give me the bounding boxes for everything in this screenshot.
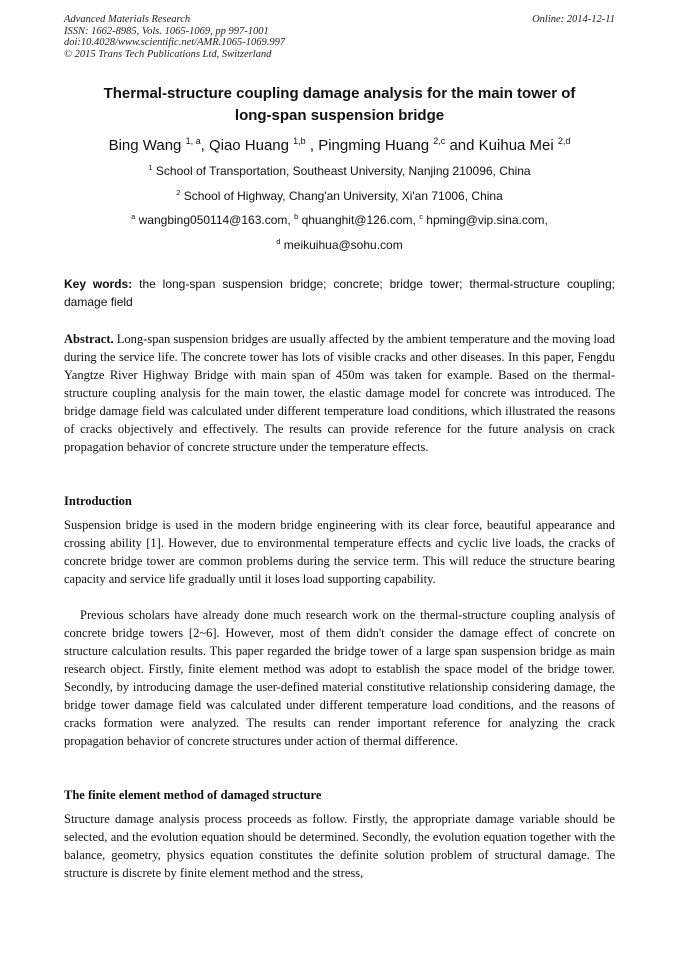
email-line (64, 237, 615, 253)
author-list (64, 135, 615, 157)
keywords-text: the long-span suspension bridge; concrete; bridge tower; thermal-structure coupling; damage field (64, 277, 615, 309)
affiliation-marker: 1 (148, 163, 153, 172)
copyright-line: © 2015 Trans Tech Publications Ltd, Switzerland (64, 48, 272, 60)
author-separator: , (305, 137, 319, 154)
author-separator: and (445, 137, 479, 154)
abstract-label: Abstract. (64, 332, 114, 346)
email-line (64, 212, 615, 228)
section-heading: Introduction (64, 494, 132, 508)
affiliation-2 (64, 188, 615, 204)
paragraph: Previous scholars have already done much research work on the thermal-structure coupling analysis of concrete bridge towers [2~6]. However, most of them didn't consider the damage effect of concrete on structure calculation results. This paper regarded the bridge tower of a large span suspension bridge as main research object. Firstly, finite element method was adopt to establish the space model of the bridge tower. Secondly, by introducing damage the user-defined material constitutive relationship considering damage, the bridge tower damage field was calculated under different temperature load conditions, and the reasons of cracks formation were analyzed. The results can render important reference for analyzing the crack propagation behavior of concrete structures under action of thermal difference. (64, 608, 615, 748)
keywords (64, 275, 615, 311)
author-name: Kuihua Mei (478, 137, 554, 154)
email-marker: c (419, 212, 423, 221)
title-line-1: Thermal-structure coupling damage analysis for the main tower of (103, 85, 576, 102)
email-marker: d (276, 237, 281, 246)
abstract (64, 330, 615, 456)
email-marker: b (294, 212, 299, 221)
affiliation-text: School of Transportation, Southeast University, Nanjing 210096, China (155, 164, 531, 178)
abstract-text: Long-span suspension bridges are usually affected by the ambient temperature and the moving load during the service life. The concrete tower has lots of visible cracks and other diseases. In this paper, Fengdu Yangtze River Highway Bridge with main span of 450m was taken for example. Based on the thermal-structure coupling analysis for the main tower, the elastic damage model for concrete was introduced. The bridge damage field was calculated under different temperature load conditions, which illustrated the reasons of cracks objectively and effectively. The results can provide reference for the future analysis on crack propagation behavior of concrete structure under the temperature effects. (64, 332, 616, 454)
keywords-label: Key words: (64, 277, 133, 291)
paper-title (64, 83, 615, 127)
doi-line[interactable]: doi:10.4028/www.scientific.net/AMR.1065-1069.997 (64, 37, 286, 49)
email-marker: a (131, 212, 136, 221)
author-superscript: 2,c (433, 136, 446, 146)
author-superscript: 1,b (293, 136, 306, 146)
email-link[interactable]: meikuihua@sohu.com (283, 238, 403, 252)
paragraph: Suspension bridge is used in the modern bridge engineering with its clear force, beautiful appearance and crossing ability [1]. However, due to environmental temperature effects and cyclic live loads, the cracks of concrete bridge tower are common problems during the service term. This will reduce the structure bearing capacity and service life gradually until it loses load supporting capability. (64, 518, 615, 586)
affiliation-1 (64, 163, 615, 179)
online-date: Online: 2014-12-11 (532, 14, 615, 25)
section-heading: The finite element method of damaged structure (64, 788, 322, 802)
issn-line: ISSN: 1662-8985, Vols. 1065-1069, pp 997-1001 (64, 25, 269, 37)
title-line-2: long-span suspension bridge (234, 107, 445, 124)
journal-header (64, 14, 615, 60)
journal-name: Advanced Materials Research (64, 14, 191, 25)
author-name: Pingming Huang (318, 137, 430, 154)
email-link[interactable]: qhuanghit@126.com, (301, 213, 416, 227)
author-name: Qiao Huang (208, 137, 289, 154)
email-link[interactable]: wangbing050114@163.com, (138, 213, 291, 227)
affiliation-text: School of Highway, Chang'an University, Xi'an 71006, China (183, 189, 503, 203)
author-separator: , (200, 137, 209, 154)
author-superscript: 2,d (557, 136, 571, 146)
paragraph: Structure damage analysis process proceeds as follow. Firstly, the appropriate damage variable should be selected, and the evolution equation should be determined. Secondly, the evolution equation together with the balance, geometry, physics equation constitutes the definite solution problem of structural damage. The structure is discrete by finite element method and the stress, (64, 812, 615, 880)
affiliation-marker: 2 (176, 188, 181, 197)
author-name: Bing Wang (108, 137, 182, 154)
email-link[interactable]: hpming@vip.sina.com, (426, 213, 548, 227)
author-superscript: 1, a (185, 136, 201, 146)
